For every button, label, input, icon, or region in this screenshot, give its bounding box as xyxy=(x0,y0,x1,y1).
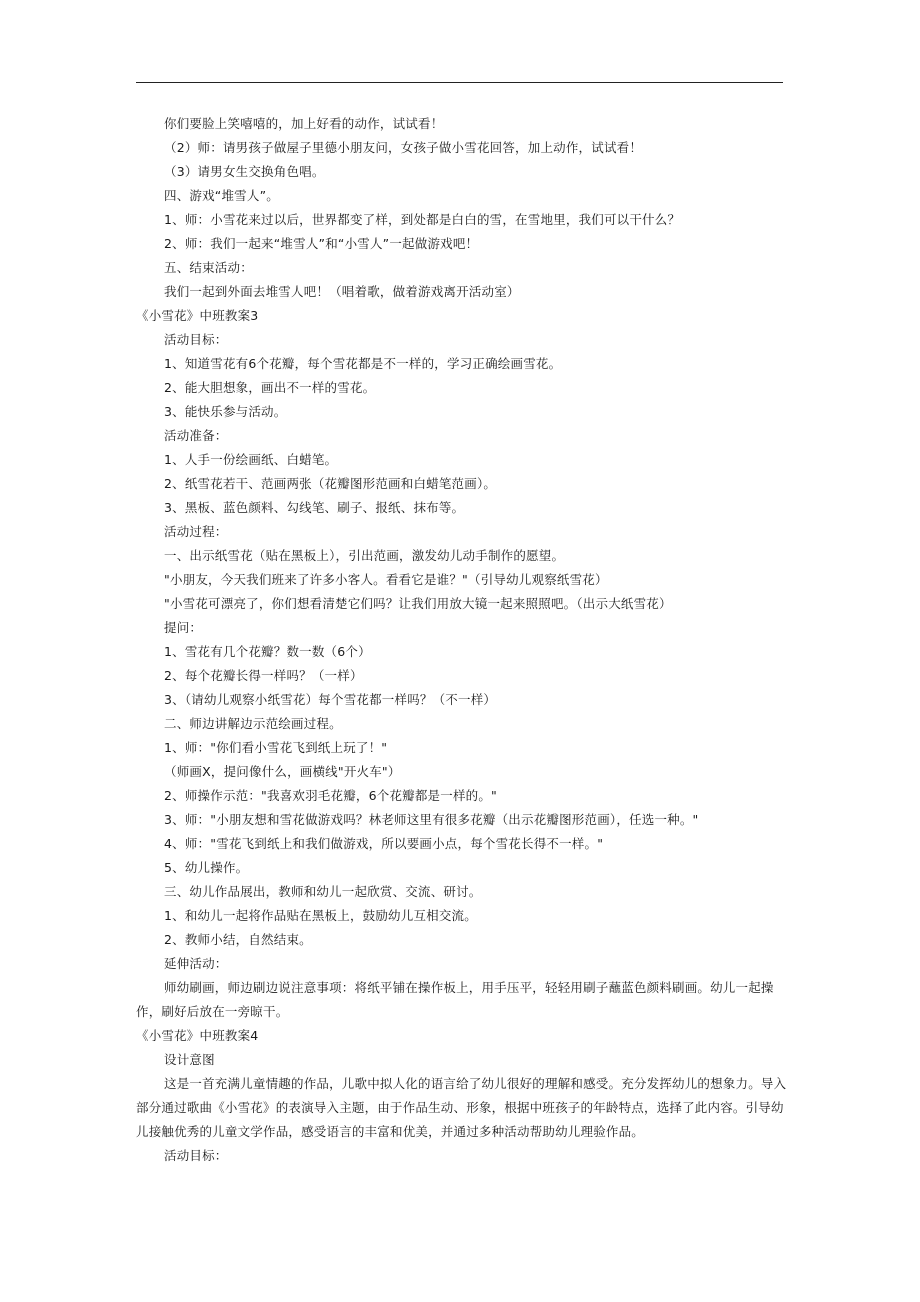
activity-goals-label: 活动目标： xyxy=(164,1148,228,1163)
text-line: 二、师边讲解边示范绘画过程。 xyxy=(164,716,342,731)
text-line: （师画X，提问像什么，画横线"开火车"） xyxy=(164,764,401,779)
section-title: 《小雪花》中班教案3 xyxy=(136,308,259,323)
text-line: 活动准备： xyxy=(164,428,228,443)
text-line: 1、人手一份绘画纸、白蜡笔。 xyxy=(164,452,338,467)
text-line: 3、黑板、蓝色颜料、勾线笔、刷子、报纸、抹布等。 xyxy=(164,500,465,515)
text-line: "小朋友，今天我们班来了许多小客人。看看它是谁？"（引导幼儿观察纸雪花） xyxy=(164,572,608,587)
extension-paragraph: 师幼刷画，师边刷边说注意事项：将纸平铺在操作板上，用手压平，轻轻用刷子蘸蓝色颜料刷画。幼儿一起操作，刷好后放在一旁晾干。 xyxy=(136,980,774,1019)
text-line: （3）请男女生交换角色唱。 xyxy=(164,164,325,179)
text-line: 五、结束活动： xyxy=(164,260,253,275)
document-body xyxy=(136,112,788,1168)
text-line: 活动目标： xyxy=(164,332,228,347)
document-lines xyxy=(136,112,788,976)
text-line: 5、幼儿操作。 xyxy=(164,860,249,875)
text-line: 2、每个花瓣长得一样吗？（一样） xyxy=(164,668,363,683)
design-intent-paragraph: 这是一首充满儿童情趣的作品，儿歌中拟人化的语言给了幼儿很好的理解和感受。充分发挥幼儿的想象力。导入部分通过歌曲《小雪花》的表演导入主题，由于作品生动、形象，根据中班孩子的年龄特点，选择了此内容。引导幼儿接触优秀的儿童文学作品，感受语言的丰富和优美，并通过多种活动帮助幼儿理验作品。 xyxy=(136,1076,787,1139)
text-line: "小雪花可漂亮了，你们想看清楚它们吗？让我们用放大镜一起来照照吧。（出示大纸雪花） xyxy=(164,596,672,611)
text-line: 三、幼儿作品展出，教师和幼儿一起欣赏、交流、研讨。 xyxy=(164,884,482,899)
text-line: 4、师："雪花飞到纸上和我们做游戏，所以要画小点，每个雪花长得不一样。" xyxy=(164,836,604,851)
text-line: 2、师：我们一起来“堆雪人”和“小雪人”一起做游戏吧！ xyxy=(164,236,479,251)
text-line: 2、能大胆想象，画出不一样的雪花。 xyxy=(164,380,376,395)
text-line: 提问： xyxy=(164,620,203,635)
text-line: （2）师：请男孩子做屋子里德小朋友问，女孩子做小雪花回答，加上动作，试试看！ xyxy=(164,140,643,155)
text-line: 1、知道雪花有6个花瓣，每个雪花都是不一样的，学习正确绘画雪花。 xyxy=(164,356,562,371)
text-line: 1、雪花有几个花瓣？数一数（6个） xyxy=(164,644,371,659)
text-line: 2、师操作示范："我喜欢羽毛花瓣，6个花瓣都是一样的。" xyxy=(164,788,498,803)
text-line: 3、能快乐参与活动。 xyxy=(164,404,287,419)
text-line: 1、师："你们看小雪花飞到纸上玩了！" xyxy=(164,740,388,755)
text-line: 3、（请幼儿观察小纸雪花）每个雪花都一样吗？（不一样） xyxy=(164,692,497,707)
text-line: 活动过程： xyxy=(164,524,228,539)
text-line: 2、教师小结，自然结束。 xyxy=(164,932,312,947)
text-line: 一、出示纸雪花（贴在黑板上），引出范画，激发幼儿动手制作的愿望。 xyxy=(164,548,565,563)
text-line: 1、和幼儿一起将作品贴在黑板上，鼓励幼儿互相交流。 xyxy=(164,908,477,923)
text-line: 延伸活动： xyxy=(164,956,228,971)
section-4-title: 《小雪花》中班教案4 xyxy=(136,1028,259,1043)
text-line: 2、纸雪花若干、范画两张（花瓣图形范画和白蜡笔范画）。 xyxy=(164,476,497,491)
header-rule xyxy=(136,82,783,83)
text-line: 你们要脸上笑嘻嘻的，加上好看的动作，试试看！ xyxy=(164,116,444,131)
text-line: 1、师：小雪花来过以后，世界都变了样，到处都是白白的雪，在雪地里，我们可以干什么？ xyxy=(164,212,681,227)
text-line: 四、游戏“堆雪人”。 xyxy=(164,188,279,203)
design-intent-label: 设计意图 xyxy=(164,1052,215,1067)
text-line: 3、师："小朋友想和雪花做游戏吗？林老师这里有很多花瓣（出示花瓣图形范画），任选一种。" xyxy=(164,812,699,827)
text-line: 我们一起到外面去堆雪人吧！（唱着歌，做着游戏离开活动室） xyxy=(164,284,520,299)
